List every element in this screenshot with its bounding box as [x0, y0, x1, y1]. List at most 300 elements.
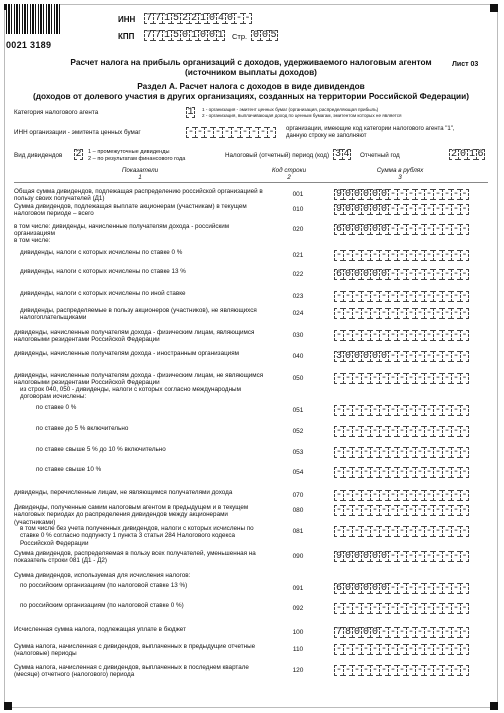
digit-cell: - — [407, 373, 414, 384]
digit-cell: - — [443, 490, 450, 501]
digit-cell: - — [205, 127, 212, 138]
digit-cell: - — [416, 269, 423, 280]
period-label: Налоговый (отчетный) период (код) — [225, 152, 330, 159]
digit-cell: - — [389, 551, 396, 562]
dividend-type-note-1: 1 – промежуточные дивиденды — [88, 149, 170, 155]
digit-cell: - — [434, 583, 441, 594]
digit-cell: - — [389, 426, 396, 437]
digit-cell: - — [362, 308, 369, 319]
agent-category-note-1: 1 - организация - эмитент ценных бумаг (организация, распределяющая прибыль) — [202, 107, 379, 112]
agent-category-notes — [202, 107, 402, 118]
digit-cell: - — [407, 269, 414, 280]
digit-cell: - — [452, 583, 459, 594]
digit-cell: - — [416, 447, 423, 458]
issuer-inn-cells[interactable] — [186, 127, 276, 138]
row-code: 080 — [292, 507, 304, 514]
digit-cell: 0 — [353, 189, 360, 200]
digit-cell: 0 — [261, 30, 268, 41]
digit-cell: - — [425, 447, 432, 458]
row-amount-cells[interactable] — [334, 627, 469, 638]
digit-cell: - — [461, 603, 468, 614]
row-label: в том числе: — [14, 237, 51, 244]
digit-cell: - — [344, 308, 351, 319]
dividend-type-notes — [88, 149, 185, 163]
row-code: 051 — [292, 407, 304, 414]
digit-cell: - — [362, 250, 369, 261]
row-code: 050 — [292, 375, 304, 382]
row-amount-cells[interactable] — [334, 490, 469, 501]
row-label: Дивиденды, полученные самим налоговым агентом в предыдущем и в текущем налоговых периодах до распределения дивидендов между акционерами (участниками) — [14, 504, 249, 526]
digit-cell: - — [389, 189, 396, 200]
digit-cell: - — [407, 308, 414, 319]
digit-cell: - — [416, 551, 423, 562]
inn-cells[interactable] — [144, 13, 252, 24]
digit-cell: 0 — [371, 189, 378, 200]
digit-cell: - — [434, 269, 441, 280]
digit-cell: - — [353, 467, 360, 478]
digit-cell: - — [335, 447, 342, 458]
column-header-indicators — [110, 167, 170, 181]
digit-cell: - — [416, 291, 423, 302]
digit-cell: - — [416, 627, 423, 638]
digit-cell: - — [416, 373, 423, 384]
digit-cell: 0 — [371, 351, 378, 362]
digit-cell: - — [452, 627, 459, 638]
row-code: 081 — [292, 528, 304, 535]
digit-cell: - — [398, 447, 405, 458]
digit-cell: 0 — [362, 627, 369, 638]
digit-cell: - — [380, 447, 387, 458]
digit-cell: - — [380, 308, 387, 319]
row-label: в том числе без учета полученных дивидендов, налоги с которых исчислены по ставке 0 % согласно подпункту 1 пункта 3 статьи 284 Налогового кодекса Российской Федерации — [20, 525, 254, 547]
digit-cell: 0 — [362, 204, 369, 215]
digit-cell: - — [335, 665, 342, 676]
row-amount-cells[interactable] — [334, 373, 469, 384]
row-label: по ставке свыше 5 % до 10 % включительно — [36, 446, 166, 453]
digit-cell: - — [461, 447, 468, 458]
digit-cell: - — [434, 627, 441, 638]
row-label: дивиденды, налоги с которых исчислены по иной ставке — [20, 290, 186, 297]
digit-cell: - — [362, 526, 369, 537]
digit-cell: 0 — [371, 224, 378, 235]
registration-marker-bottom-right — [490, 702, 498, 710]
row-code: 040 — [292, 353, 304, 360]
digit-cell: - — [398, 224, 405, 235]
digit-cell: - — [380, 467, 387, 478]
row-amount-cells[interactable] — [334, 291, 469, 302]
digit-cell: - — [443, 551, 450, 562]
dividend-type-cell[interactable] — [74, 149, 83, 160]
digit-cell: - — [371, 644, 378, 655]
digit-cell: - — [389, 665, 396, 676]
row-label: Исчисленная сумма налога, подлежащая уплате в бюджет — [14, 626, 186, 633]
digit-cell: - — [443, 308, 450, 319]
digit-cell: - — [362, 426, 369, 437]
row-amount-cells[interactable] — [334, 505, 469, 516]
kpp-label: КПП — [118, 32, 135, 41]
digit-cell: - — [250, 127, 257, 138]
digit-cell: 2 — [450, 149, 457, 160]
period-cells[interactable] — [333, 149, 351, 160]
digit-cell: 0 — [344, 224, 351, 235]
digit-cell: - — [443, 447, 450, 458]
row-label: по российским организациям (по налоговой ставке 13 %) — [20, 582, 188, 589]
digit-cell: - — [461, 405, 468, 416]
row-code: 030 — [292, 332, 304, 339]
digit-cell: - — [389, 526, 396, 537]
digit-cell: - — [353, 330, 360, 341]
digit-cell: - — [443, 583, 450, 594]
digit-cell: - — [407, 189, 414, 200]
column-header-line-code-label: Код строки — [271, 167, 307, 174]
row-label: дивиденды, распределяемые в пользу акционеров (участников), не являющихся налогоплательщиками — [20, 307, 257, 322]
digit-cell: - — [407, 224, 414, 235]
digit-cell: - — [380, 373, 387, 384]
digit-cell: - — [335, 291, 342, 302]
digit-cell: - — [461, 551, 468, 562]
column-header-indicators-label: Показатели — [121, 167, 159, 174]
digit-cell: 6 — [335, 224, 342, 235]
digit-cell: - — [443, 665, 450, 676]
row-amount-cells[interactable] — [334, 603, 469, 614]
digit-cell: - — [389, 373, 396, 384]
digit-cell: 3 — [334, 149, 341, 160]
digit-cell: - — [398, 308, 405, 319]
row-code: 091 — [292, 585, 304, 592]
column-header-amount — [355, 167, 445, 181]
digit-cell: - — [344, 405, 351, 416]
digit-cell: - — [244, 13, 251, 24]
digit-cell: 0 — [353, 204, 360, 215]
digit-cell: - — [335, 308, 342, 319]
row-amount-cells[interactable] — [334, 665, 469, 676]
digit-cell: 6 — [477, 149, 484, 160]
digit-cell: - — [380, 330, 387, 341]
row-label: из строк 040, 050 - дивиденды, налоги с которых согласно международным договорам исчислены: — [20, 386, 241, 401]
row-amount-cells[interactable] — [334, 204, 469, 215]
row-amount-cells[interactable] — [334, 526, 469, 537]
row-label: дивиденды, налоги с которых исчислены по ставке 0 % — [20, 249, 183, 256]
digit-cell: - — [425, 351, 432, 362]
digit-cell: - — [443, 250, 450, 261]
digit-cell: - — [461, 373, 468, 384]
row-label: по российским организациям (по налоговой ставке 0 %) — [20, 602, 184, 609]
digit-cell: - — [452, 665, 459, 676]
digit-cell: 2 — [181, 13, 188, 24]
digit-cell: - — [434, 224, 441, 235]
digit-cell: - — [461, 490, 468, 501]
digit-cell: - — [416, 490, 423, 501]
digit-cell: - — [407, 467, 414, 478]
digit-cell: - — [335, 644, 342, 655]
digit-cell: - — [461, 627, 468, 638]
digit-cell: - — [416, 426, 423, 437]
row-code: 020 — [292, 226, 304, 233]
digit-cell: - — [389, 467, 396, 478]
digit-cell: - — [434, 447, 441, 458]
digit-cell: - — [425, 291, 432, 302]
row-amount-cells[interactable] — [334, 250, 469, 261]
digit-cell: - — [461, 204, 468, 215]
digit-cell: 0 — [252, 30, 259, 41]
digit-cell: 2 — [75, 149, 82, 160]
digit-cell: 7 — [145, 13, 152, 24]
digit-cell: - — [371, 405, 378, 416]
digit-cell: - — [452, 189, 459, 200]
row-code: 054 — [292, 469, 304, 476]
digit-cell: 3 — [335, 351, 342, 362]
digit-cell: - — [344, 644, 351, 655]
digit-cell: - — [389, 269, 396, 280]
digit-cell: - — [461, 467, 468, 478]
digit-cell: 0 — [344, 551, 351, 562]
digit-cell: - — [353, 644, 360, 655]
digit-cell: 0 — [353, 224, 360, 235]
digit-cell: - — [461, 351, 468, 362]
digit-cell: - — [362, 373, 369, 384]
column-header-line-code-number: 2 — [287, 174, 291, 181]
digit-cell: - — [398, 583, 405, 594]
section-title — [14, 82, 488, 101]
digit-cell: - — [443, 627, 450, 638]
digit-cell: - — [416, 204, 423, 215]
digit-cell: - — [398, 351, 405, 362]
row-label: Сумма налога, начисленная с дивидендов, выплаченных в предыдущие отчетные (налоговые) периоды — [14, 643, 256, 658]
digit-cell: - — [362, 505, 369, 516]
row-label: дивиденды, начисленные получателям дохода - физическим лицам, являющимся налоговыми резидентами Российской Федерации — [14, 329, 255, 344]
digit-cell: - — [443, 405, 450, 416]
digit-cell: - — [232, 127, 239, 138]
digit-cell: - — [416, 250, 423, 261]
digit-cell: - — [461, 308, 468, 319]
digit-cell: - — [461, 644, 468, 655]
section-title-line1: Раздел А. Расчет налога с доходов в виде дивидендов — [137, 81, 365, 91]
section-title-line2: (доходов от долевого участия в других организациях, созданных на территории Российской Федерации) — [32, 90, 470, 101]
digit-cell: - — [344, 373, 351, 384]
barcode-number: 0021 3189 — [6, 40, 52, 50]
digit-cell: 1 — [468, 149, 475, 160]
digit-cell: - — [461, 291, 468, 302]
digit-cell: - — [196, 127, 203, 138]
row-amount-cells[interactable] — [334, 330, 469, 341]
digit-cell: - — [380, 505, 387, 516]
row-label: дивиденды, начисленные получателям дохода - иностранным организациям — [14, 350, 239, 357]
page-label: Стр. — [232, 32, 248, 41]
digit-cell: - — [434, 551, 441, 562]
agent-category-label: Категория налогового агента — [14, 109, 99, 116]
digit-cell: - — [416, 526, 423, 537]
digit-cell: - — [434, 665, 441, 676]
digit-cell: - — [353, 308, 360, 319]
digit-cell: 0 — [353, 351, 360, 362]
barcode — [6, 4, 60, 34]
digit-cell: - — [425, 627, 432, 638]
row-amount-cells[interactable] — [334, 467, 469, 478]
agent-category-cell[interactable] — [186, 107, 195, 118]
digit-cell: - — [398, 426, 405, 437]
digit-cell: 7 — [145, 30, 152, 41]
digit-cell: 0 — [344, 269, 351, 280]
digit-cell: 8 — [344, 627, 351, 638]
digit-cell: - — [452, 603, 459, 614]
digit-cell: - — [407, 551, 414, 562]
digit-cell: - — [434, 490, 441, 501]
digit-cell: - — [362, 467, 369, 478]
digit-cell: - — [398, 627, 405, 638]
digit-cell: - — [335, 426, 342, 437]
digit-cell: 6 — [335, 269, 342, 280]
digit-cell: - — [407, 505, 414, 516]
row-code: 022 — [292, 271, 304, 278]
kpp-cells[interactable] — [144, 30, 225, 41]
digit-cell: - — [461, 583, 468, 594]
issuer-inn-notes — [286, 126, 455, 140]
digit-cell: - — [371, 250, 378, 261]
digit-cell: - — [371, 291, 378, 302]
digit-cell: - — [398, 189, 405, 200]
digit-cell: - — [452, 373, 459, 384]
digit-cell: - — [335, 467, 342, 478]
digit-cell: 0 — [371, 269, 378, 280]
digit-cell: - — [443, 224, 450, 235]
digit-cell: - — [353, 373, 360, 384]
digit-cell: - — [223, 127, 230, 138]
digit-cell: - — [389, 627, 396, 638]
row-amount-cells[interactable] — [334, 583, 469, 594]
digit-cell: - — [416, 405, 423, 416]
digit-cell: - — [425, 373, 432, 384]
digit-cell: - — [371, 426, 378, 437]
digit-cell: - — [371, 373, 378, 384]
row-code: 021 — [292, 252, 304, 259]
digit-cell: - — [398, 373, 405, 384]
digit-cell: - — [425, 250, 432, 261]
digit-cell: - — [452, 467, 459, 478]
digit-cell: - — [452, 490, 459, 501]
digit-cell: - — [398, 551, 405, 562]
digit-cell: - — [389, 505, 396, 516]
digit-cell: - — [443, 204, 450, 215]
row-amount-cells[interactable] — [334, 189, 469, 200]
digit-cell: - — [371, 603, 378, 614]
digit-cell: - — [335, 405, 342, 416]
digit-cell: - — [380, 526, 387, 537]
digit-cell: 0 — [199, 30, 206, 41]
digit-cell: 4 — [217, 13, 224, 24]
digit-cell: 0 — [380, 204, 387, 215]
digit-cell: - — [434, 644, 441, 655]
digit-cell: - — [407, 627, 414, 638]
inn-label: ИНН — [118, 15, 136, 24]
row-amount-cells[interactable] — [334, 308, 469, 319]
digit-cell: - — [344, 603, 351, 614]
row-amount-cells[interactable] — [334, 426, 469, 437]
year-cells[interactable] — [449, 149, 485, 160]
digit-cell: - — [371, 490, 378, 501]
digit-cell: - — [353, 250, 360, 261]
digit-cell: 5 — [172, 30, 179, 41]
digit-cell: - — [353, 490, 360, 501]
digit-cell: 5 — [270, 30, 277, 41]
digit-cell: - — [407, 405, 414, 416]
digit-cell: - — [407, 204, 414, 215]
digit-cell: - — [425, 405, 432, 416]
form-title — [14, 58, 488, 77]
row-amount-cells[interactable] — [334, 644, 469, 655]
digit-cell: - — [461, 426, 468, 437]
digit-cell: - — [425, 505, 432, 516]
digit-cell: - — [452, 224, 459, 235]
digit-cell: - — [407, 351, 414, 362]
digit-cell: - — [452, 644, 459, 655]
digit-cell: - — [371, 330, 378, 341]
digit-cell: - — [398, 490, 405, 501]
digit-cell: - — [443, 505, 450, 516]
row-label: дивиденды, налоги с которых исчислены по ставке 13 % — [20, 268, 186, 275]
agent-category-note-2: 2 - организация, выплачивающая доход по ценным бумагам, эмитентом которых не является — [202, 112, 402, 118]
row-amount-cells[interactable] — [334, 447, 469, 458]
row-label: дивиденды, перечисленные лицам, не являющимся получателями дохода — [14, 489, 233, 496]
digit-cell: - — [380, 603, 387, 614]
digit-cell: - — [434, 467, 441, 478]
digit-cell: - — [461, 526, 468, 537]
digit-cell: - — [335, 373, 342, 384]
digit-cell: - — [407, 490, 414, 501]
digit-cell: - — [380, 405, 387, 416]
column-header-amount-number: 3 — [398, 174, 402, 181]
row-label: Сумма налога, начисленная с дивидендов, выплаченных в последнем квартале (месяце) отчетного (налогового) периода — [14, 664, 249, 679]
digit-cell: - — [452, 447, 459, 458]
digit-cell: - — [416, 308, 423, 319]
digit-cell: - — [389, 308, 396, 319]
row-amount-cells[interactable] — [334, 405, 469, 416]
digit-cell: - — [407, 447, 414, 458]
issuer-inn-note-2: данную строку не заполняют — [286, 133, 367, 139]
row-amount-cells[interactable] — [334, 351, 469, 362]
digit-cell: - — [398, 405, 405, 416]
row-amount-cells[interactable] — [334, 269, 469, 280]
digit-cell: - — [425, 204, 432, 215]
digit-cell: 0 — [208, 30, 215, 41]
registration-marker-top-right — [490, 4, 498, 12]
digit-cell: - — [344, 250, 351, 261]
digit-cell: - — [461, 189, 468, 200]
digit-cell: 0 — [380, 551, 387, 562]
digit-cell: 9 — [335, 189, 342, 200]
digit-cell: 6 — [335, 583, 342, 594]
row-amount-cells[interactable] — [334, 224, 469, 235]
digit-cell: - — [416, 603, 423, 614]
digit-cell: - — [362, 644, 369, 655]
digit-cell: - — [380, 490, 387, 501]
form-title-line1: Расчет налога на прибыль организаций с доходов, удерживаемого налоговым агентом — [70, 57, 432, 67]
page-cells[interactable] — [251, 30, 278, 41]
digit-cell: 0 — [362, 189, 369, 200]
digit-cell: - — [380, 291, 387, 302]
issuer-inn-label: ИНН организации - эмитента ценных бумаг — [14, 129, 141, 136]
digit-cell: - — [416, 665, 423, 676]
row-amount-cells[interactable] — [334, 551, 469, 562]
digit-cell: - — [371, 505, 378, 516]
digit-cell: - — [371, 467, 378, 478]
digit-cell: - — [214, 127, 221, 138]
digit-cell: - — [362, 447, 369, 458]
digit-cell: - — [344, 526, 351, 537]
row-label: Общая сумма дивидендов, подлежащая распределению российской организацией в пользу своих получателей (Д1) — [14, 188, 263, 203]
digit-cell: - — [398, 603, 405, 614]
digit-cell: - — [434, 204, 441, 215]
digit-cell: - — [353, 603, 360, 614]
